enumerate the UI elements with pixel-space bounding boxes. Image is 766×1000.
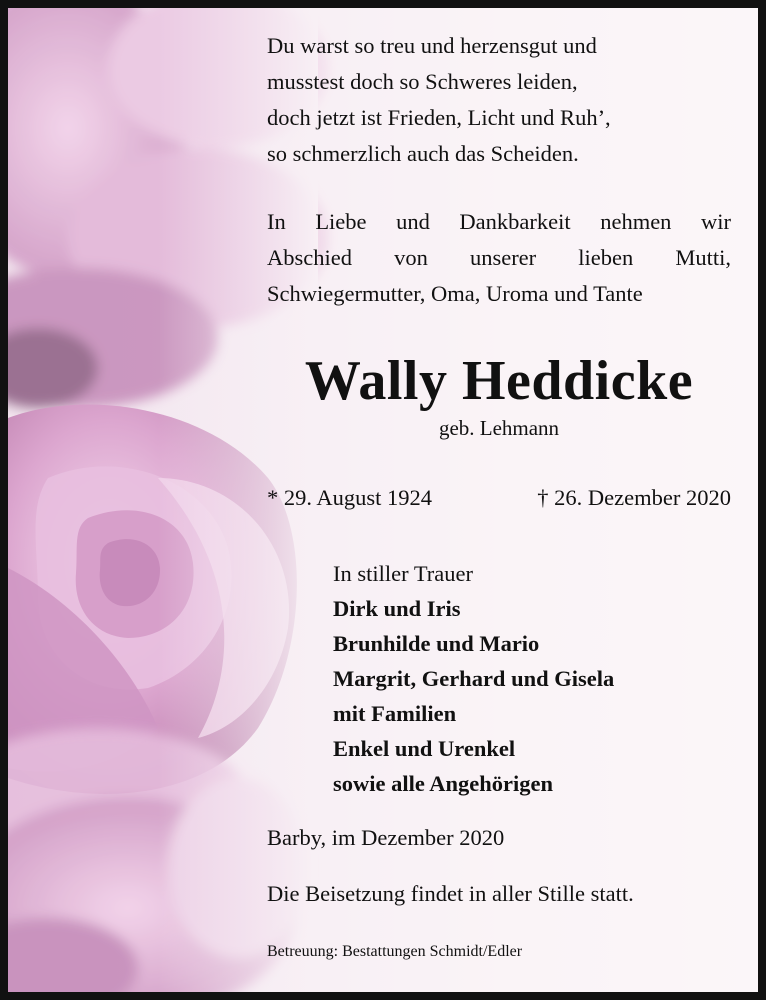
funeral-note: Die Beisetzung findet in aller Stille statt. — [267, 881, 634, 906]
mourner-entry: Margrit, Gerhard und Gisela — [333, 666, 615, 691]
poem — [267, 28, 611, 172]
life-dates — [267, 480, 731, 516]
maiden-name: geb. Lehmann — [438, 416, 560, 440]
poem-line: Du warst so treu und herzensgut und — [267, 33, 597, 58]
mourner-entry: Enkel und Urenkel — [333, 736, 516, 761]
death-date: † 26. Dezember 2020 — [537, 485, 731, 510]
mourner-entry: sowie alle Angehörigen — [333, 771, 553, 796]
mourner-entry: Dirk und Iris — [333, 596, 461, 621]
deceased-name: Wally Heddicke — [304, 350, 694, 412]
poem-line: doch jetzt ist Frieden, Licht und Ruh’, — [267, 105, 611, 130]
poem-line: musstest doch so Schweres leiden, — [267, 69, 578, 94]
intro-line: In Liebe und Dankbarkeit nehmen wir — [267, 209, 731, 234]
intro-line: Abschied von unserer lieben Mutti, — [267, 245, 731, 270]
intro-line: Schwiegermutter, Oma, Uroma und Tante — [267, 281, 643, 306]
mourner-entry: Brunhilde und Mario — [333, 631, 540, 656]
mourner-entry: mit Familien — [333, 701, 457, 726]
mourning-label: In stiller Trauer — [333, 561, 473, 586]
poem-line: so schmerzlich auch das Scheiden. — [267, 141, 579, 166]
birth-date: * 29. August 1924 — [267, 485, 433, 510]
farewell-intro — [267, 204, 731, 312]
mourners-list — [333, 591, 614, 801]
undertaker-credit: Betreuung: Bestattungen Schmidt/Edler — [267, 943, 523, 960]
obituary-notice — [8, 8, 758, 992]
place-and-date: Barby, im Dezember 2020 — [267, 825, 505, 850]
